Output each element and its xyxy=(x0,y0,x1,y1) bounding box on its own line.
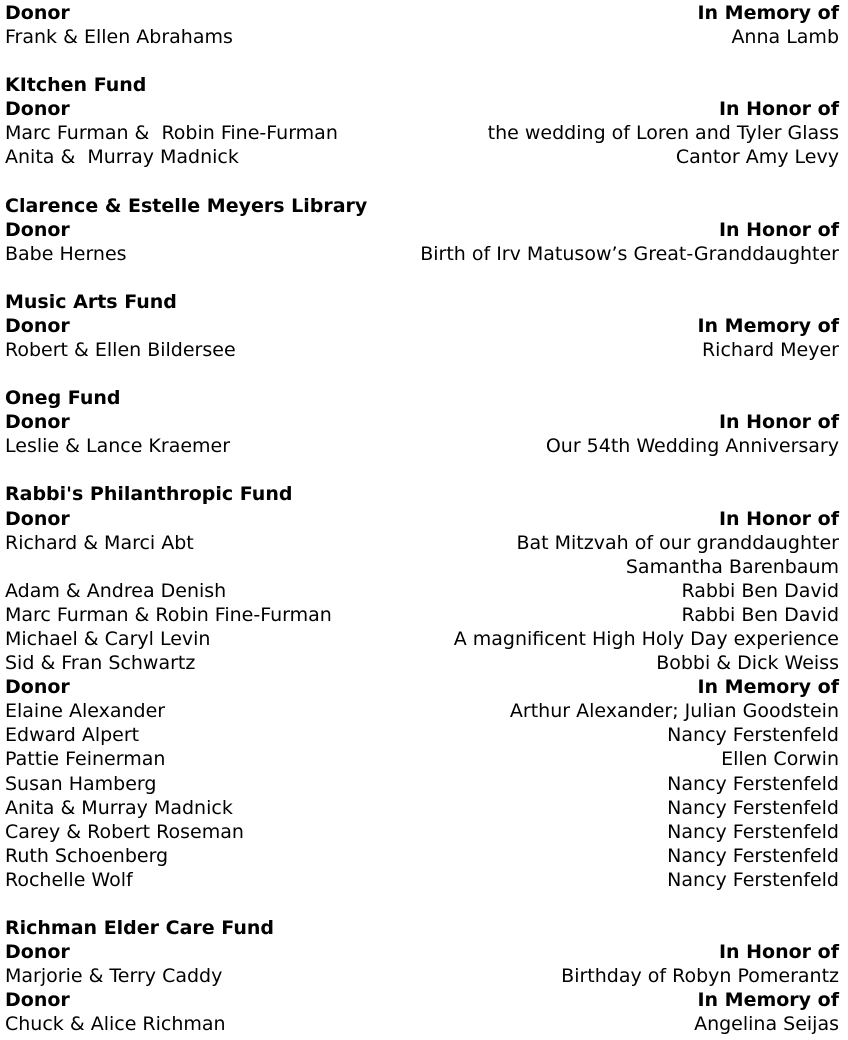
fund-title: Oneg Fund xyxy=(5,387,121,410)
donation-row xyxy=(5,1012,839,1036)
dedication-text: Nancy Ferstenfeld xyxy=(667,796,839,819)
donor-name: Anita & Murray Madnick xyxy=(5,146,239,169)
dedication-text: Birthday of Robyn Pomerantz xyxy=(561,965,839,988)
fund-section xyxy=(5,1,839,49)
donor-header: Donor xyxy=(5,314,70,337)
donor-header: Donor xyxy=(5,989,70,1012)
fund-section xyxy=(5,266,839,362)
column-header-row xyxy=(5,410,839,434)
donation-row xyxy=(5,820,839,844)
column-header-row xyxy=(5,218,839,242)
donation-row xyxy=(5,723,839,747)
column-header-row xyxy=(5,675,839,699)
fund-section xyxy=(5,458,839,892)
section-spacer xyxy=(5,362,839,386)
dedication-text: Nancy Ferstenfeld xyxy=(667,772,839,795)
dedication-text: Birth of Irv Matusow’s Great-Granddaughter xyxy=(420,242,839,265)
fund-title: Clarence & Estelle Meyers Library xyxy=(5,194,368,217)
dedication-header: In Honor of xyxy=(718,98,839,121)
donor-name: Adam & Andrea Denish xyxy=(5,579,227,602)
donation-row xyxy=(5,796,839,820)
donation-row xyxy=(5,121,839,145)
dedication-header: In Memory of xyxy=(697,2,839,24)
column-header-row xyxy=(5,1,839,25)
donor-name: Leslie & Lance Kraemer xyxy=(5,435,231,458)
donation-row xyxy=(5,747,839,771)
dedication-text: Bobbi & Dick Weiss xyxy=(656,652,839,675)
dedication-header: In Honor of xyxy=(718,941,839,964)
dedication-header: In Memory of xyxy=(697,989,839,1012)
dedication-text: Rabbi Ben David xyxy=(681,603,839,626)
donation-row xyxy=(5,603,839,627)
donor-header: Donor xyxy=(5,676,70,699)
donor-name: Marc Furman & Robin Fine-Furman xyxy=(5,603,332,626)
fund-section xyxy=(5,170,839,266)
fund-section xyxy=(5,49,839,169)
donation-row xyxy=(5,434,839,458)
dedication-text: Rabbi Ben David xyxy=(681,579,839,602)
dedication-text: Our 54th Wedding Anniversary xyxy=(545,435,839,458)
donation-row xyxy=(5,844,839,868)
donation-row xyxy=(5,868,839,892)
dedication-header: In Honor of xyxy=(718,411,839,434)
donation-row xyxy=(5,242,839,266)
section-spacer xyxy=(5,892,839,916)
dedication-text: Nancy Ferstenfeld xyxy=(667,820,839,843)
fund-title: Richman Elder Care Fund xyxy=(5,917,274,939)
donor-name: Ruth Schoenberg xyxy=(5,844,169,867)
donor-name: Elaine Alexander xyxy=(5,700,166,723)
dedication-text: Anna Lamb xyxy=(731,26,839,49)
dedication-text: Nancy Ferstenfeld xyxy=(667,844,839,867)
fund-title: Music Arts Fund xyxy=(5,290,177,313)
donor-name: Carey & Robert Roseman xyxy=(5,820,244,843)
donor-header: Donor xyxy=(5,941,70,964)
donor-name: Babe Hernes xyxy=(5,242,127,265)
donor-name: Sid & Fran Schwartz xyxy=(5,652,196,675)
donation-row xyxy=(5,531,839,555)
donation-row xyxy=(5,699,839,723)
donation-row xyxy=(5,964,839,988)
donation-row xyxy=(5,627,839,651)
donor-header: Donor xyxy=(5,2,70,24)
donation-row xyxy=(5,579,839,603)
dedication-text: Bat Mitzvah of our granddaughter xyxy=(516,531,839,554)
column-header-row xyxy=(5,988,839,1012)
donor-header: Donor xyxy=(5,507,70,530)
column-header-row xyxy=(5,314,839,338)
dedication-header: In Honor of xyxy=(718,507,839,530)
dedication-text: the wedding of Loren and Tyler Glass xyxy=(487,122,839,145)
donor-name: Chuck & Alice Richman xyxy=(5,1013,226,1036)
dedication-text: Nancy Ferstenfeld xyxy=(667,868,839,891)
column-header-row xyxy=(5,940,839,964)
donation-row xyxy=(5,338,839,362)
column-header-row xyxy=(5,507,839,531)
section-spacer xyxy=(5,266,839,290)
fund-title: KItchen Fund xyxy=(5,74,147,97)
fund-title: Rabbi's Philanthropic Fund xyxy=(5,483,293,506)
dedication-text: Arthur Alexander; Julian Goodstein xyxy=(509,700,839,723)
dedication-text: Nancy Ferstenfeld xyxy=(667,724,839,747)
dedication-text: Cantor Amy Levy xyxy=(675,146,839,169)
donor-name: Susan Hamberg xyxy=(5,772,157,795)
donor-name: Edward Alpert xyxy=(5,724,140,747)
dedication-header: In Memory of xyxy=(697,314,839,337)
donor-header: Donor xyxy=(5,218,70,241)
section-spacer xyxy=(5,458,839,482)
donation-row xyxy=(5,772,839,796)
donor-header: Donor xyxy=(5,411,70,434)
dedication-header: In Memory of xyxy=(697,676,839,699)
donor-name: Anita & Murray Madnick xyxy=(5,796,233,819)
dedication-text: Richard Meyer xyxy=(701,339,839,362)
donor-name: Robert & Ellen Bildersee xyxy=(5,339,236,362)
donor-name: Marjorie & Terry Caddy xyxy=(5,965,223,988)
donation-row xyxy=(5,555,839,579)
donation-row xyxy=(5,145,839,169)
dedication-text: Angelina Seijas xyxy=(694,1013,839,1036)
donor-name: Rochelle Wolf xyxy=(5,868,133,891)
section-spacer xyxy=(5,170,839,194)
dedication-text: Samantha Barenbaum xyxy=(625,555,839,578)
dedication-header: In Honor of xyxy=(718,218,839,241)
dedication-text: A magnificent High Holy Day experience xyxy=(453,627,839,650)
donor-name: Frank & Ellen Abrahams xyxy=(5,26,233,49)
donor-name: Michael & Caryl Levin xyxy=(5,627,211,650)
donor-name: Pattie Feinerman xyxy=(5,748,166,771)
donation-row xyxy=(5,651,839,675)
donor-name: Richard & Marci Abt xyxy=(5,531,194,554)
donor-header: Donor xyxy=(5,98,70,121)
column-header-row xyxy=(5,97,839,121)
section-spacer xyxy=(5,49,839,73)
fund-section xyxy=(5,892,839,1036)
donation-row xyxy=(5,25,839,49)
donor-name: Marc Furman & Robin Fine-Furman xyxy=(5,122,338,145)
dedication-text: Ellen Corwin xyxy=(721,748,839,771)
fund-section xyxy=(5,362,839,458)
